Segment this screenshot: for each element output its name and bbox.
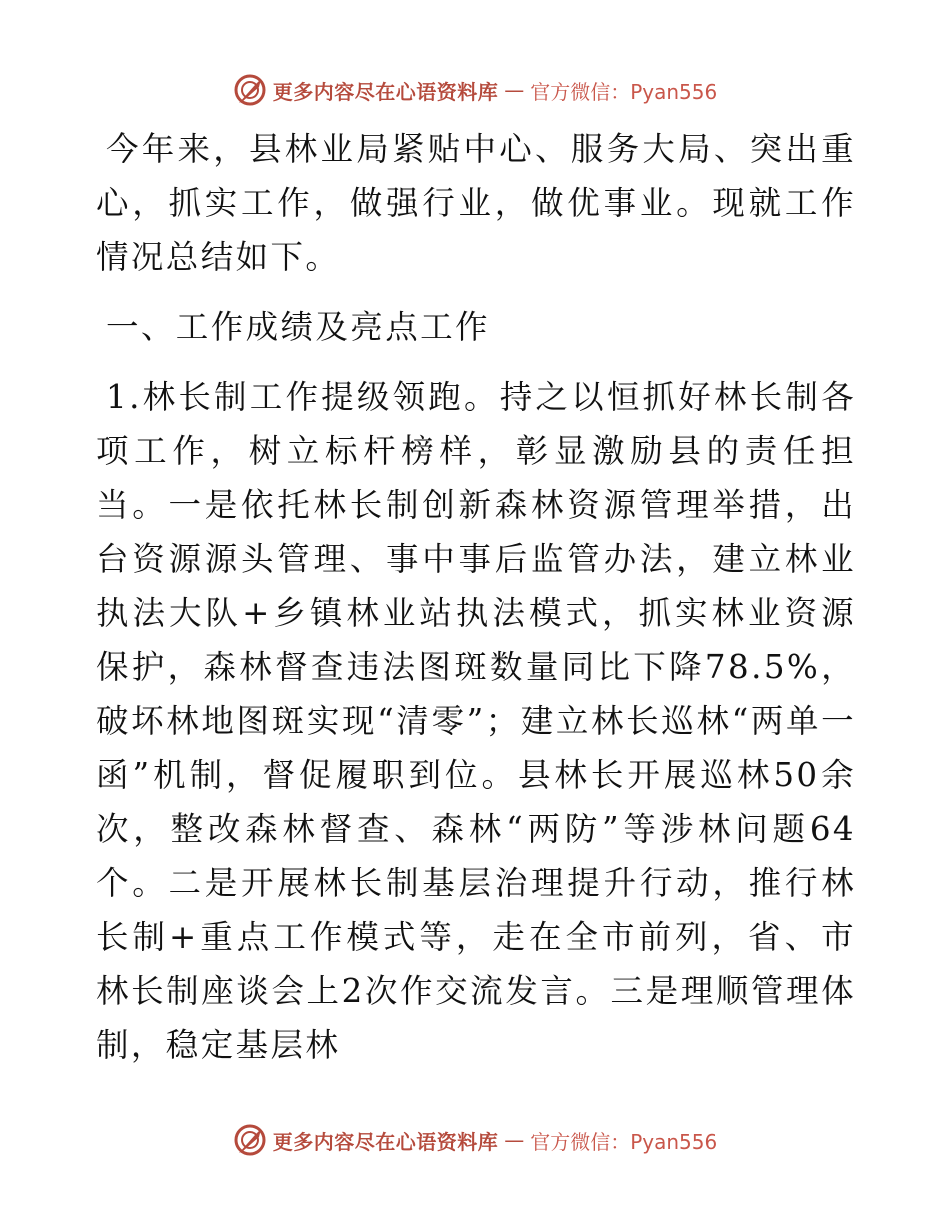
body-paragraph: 1.林长制工作提级领跑。持之以恒抓好林长制各项工作，树立标杆榜样，彰显激励县的责任担当。一是依托林长制创新森林资源管理举措，出台资源源头管理、事中事后监管办法，建立林业执法大队+乡镇林业站执法模式，抓实林业资源保护，森林督查违法图斑数量同比下降78.5%，破坏林地图斑实现“清零”；建立林长巡林“两单一函”机制，督促履职到位。县林长开展巡林50余次，整改森林督查、森林“两防”等涉林问题64个。二是开展林长制基层治理提升行动，推行林长制+重点工作模式等，走在全市前列，省、市林长制座谈会上2次作交流发言。三是理顺管理体制，稳定基层林	[96, 378, 856, 1064]
quill-logo-icon	[233, 1123, 267, 1157]
watermark-wechat: 官方微信：Pyan556	[530, 1129, 718, 1154]
watermark-dash: —	[504, 1128, 525, 1152]
header-watermark	[0, 70, 950, 110]
watermark-text: 更多内容尽在心语资料库	[272, 79, 499, 104]
intro-paragraph: 今年来，县林业局紧贴中心、服务大局、突出重心，抓实工作，做强行业，做优事业。现就工作情况总结如下。	[96, 130, 856, 276]
watermark-wechat: 官方微信：Pyan556	[530, 79, 718, 104]
watermark-dash: —	[504, 78, 525, 102]
watermark-text: 更多内容尽在心语资料库	[272, 1129, 499, 1154]
quill-logo-icon	[233, 73, 267, 107]
section-heading: 一、工作成绩及亮点工作	[106, 308, 490, 346]
document-body	[96, 122, 856, 1072]
footer-watermark	[0, 1120, 950, 1160]
